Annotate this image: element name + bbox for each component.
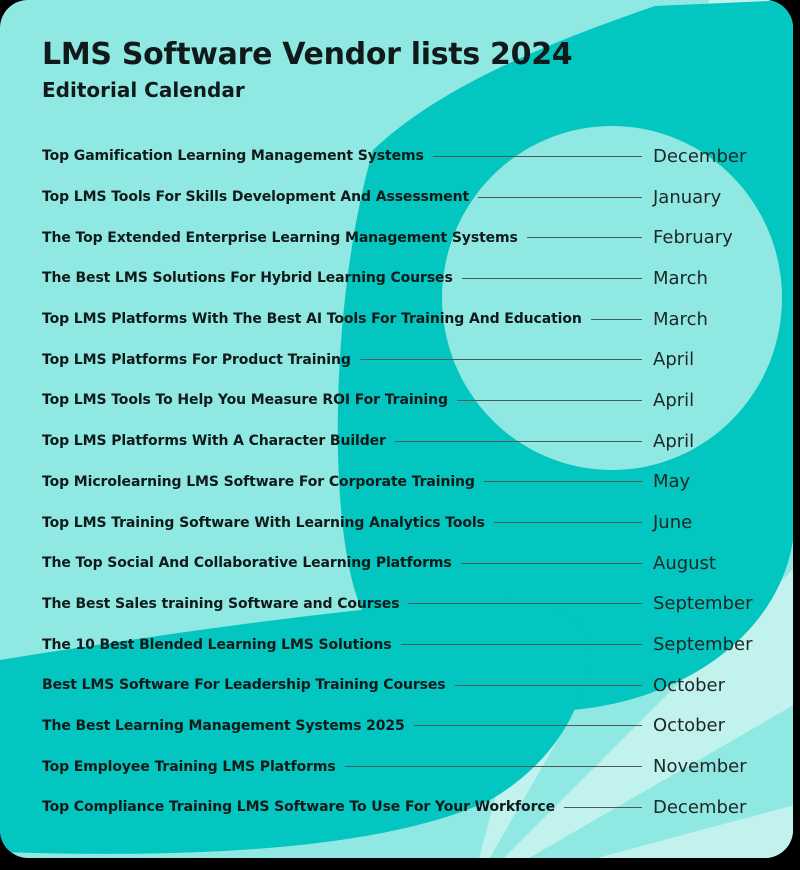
article-title: Best LMS Software For Leadership Training Courses <box>42 677 446 694</box>
publish-month: September <box>653 634 753 656</box>
article-title: The Best Learning Management Systems 2025 <box>42 717 405 734</box>
article-title: Top LMS Platforms With A Character Builder <box>42 433 386 450</box>
article-title: The 10 Best Blended Learning LMS Solutions <box>42 636 392 653</box>
connector-line <box>591 319 642 320</box>
connector-line <box>455 685 643 686</box>
schedule-row <box>42 421 779 462</box>
connector-line <box>395 441 642 442</box>
publish-month: September <box>653 593 753 615</box>
article-title: The Top Extended Enterprise Learning Management Systems <box>42 229 518 246</box>
publish-month: December <box>653 145 747 167</box>
article-title: The Best Sales training Software and Courses <box>42 595 400 612</box>
article-title: The Best LMS Solutions For Hybrid Learning Courses <box>42 270 453 287</box>
connector-line <box>527 237 642 238</box>
article-title: Top LMS Platforms With The Best AI Tools For Training And Education <box>42 311 582 328</box>
schedule-row <box>42 258 779 299</box>
connector-line <box>360 359 642 360</box>
article-title: Top LMS Tools For Skills Development And Assessment <box>42 189 470 206</box>
publish-month: November <box>653 756 747 778</box>
publish-month: May <box>653 471 691 493</box>
schedule-row <box>42 746 779 787</box>
schedule-row <box>42 706 779 747</box>
publish-month: March <box>653 308 708 330</box>
article-title: The Top Social And Collaborative Learning Platforms <box>42 555 452 572</box>
publish-month: June <box>653 512 693 534</box>
schedule-row <box>42 584 779 625</box>
header <box>42 38 572 101</box>
page-title: LMS Software Vendor lists 2024 <box>42 37 573 72</box>
schedule-row <box>42 299 779 340</box>
article-title: Top Gamification Learning Management Systems <box>42 148 424 165</box>
connector-line <box>433 156 642 157</box>
article-title: Top LMS Tools To Help You Measure ROI For Training <box>42 392 448 409</box>
publish-month: April <box>653 389 695 411</box>
connector-line <box>494 522 642 523</box>
connector-line <box>478 197 642 198</box>
schedule-row <box>42 136 779 177</box>
publish-month: April <box>653 430 695 452</box>
schedule-row <box>42 502 779 543</box>
publish-month: October <box>653 674 726 696</box>
schedule-list <box>42 136 779 828</box>
connector-line <box>345 766 642 767</box>
connector-line <box>401 644 642 645</box>
schedule-row <box>42 177 779 218</box>
article-title: Top LMS Platforms For Product Training <box>42 351 351 368</box>
schedule-row <box>42 624 779 665</box>
connector-line <box>457 400 642 401</box>
schedule-row <box>42 665 779 706</box>
connector-line <box>414 725 642 726</box>
article-title: Top Compliance Training LMS Software To Use For Your Workforce <box>42 799 555 816</box>
schedule-row <box>42 462 779 503</box>
page-subtitle: Editorial Calendar <box>42 78 245 102</box>
schedule-row <box>42 339 779 380</box>
publish-month: February <box>653 227 733 249</box>
connector-line <box>462 278 642 279</box>
publish-month: March <box>653 267 708 289</box>
connector-line <box>564 807 642 808</box>
publish-month: January <box>653 186 722 208</box>
schedule-row <box>42 543 779 584</box>
connector-line <box>408 603 642 604</box>
connector-line <box>484 481 642 482</box>
publish-month: December <box>653 796 747 818</box>
publish-month: October <box>653 715 726 737</box>
publish-month: August <box>653 552 716 574</box>
publish-month: April <box>653 349 695 371</box>
article-title: Top Microlearning LMS Software For Corporate Training <box>42 473 475 490</box>
schedule-row <box>42 787 779 828</box>
schedule-row <box>42 217 779 258</box>
article-title: Top Employee Training LMS Platforms <box>42 758 336 775</box>
article-title: Top LMS Training Software With Learning Analytics Tools <box>42 514 485 531</box>
connector-line <box>461 563 642 564</box>
schedule-row <box>42 380 779 421</box>
